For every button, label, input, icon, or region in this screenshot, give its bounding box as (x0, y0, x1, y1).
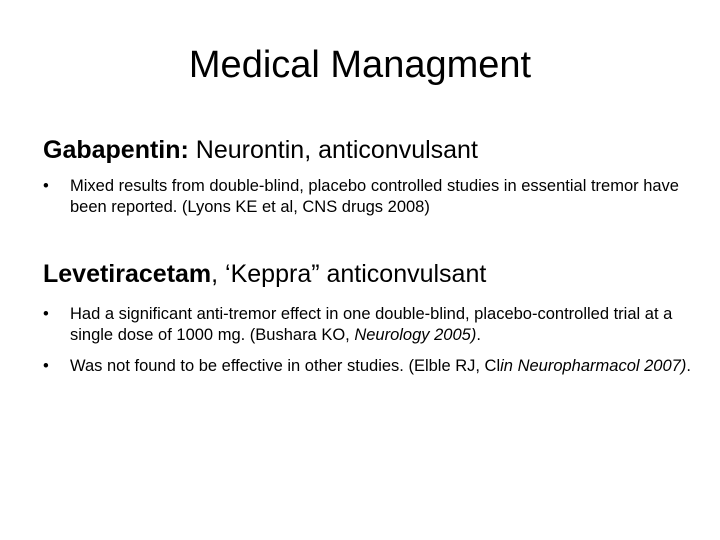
drug-name: Levetiracetam (43, 260, 212, 288)
bullet-tail: . (686, 357, 691, 375)
bullet-text: Mixed results from double-blind, placebo controlled studies in essential tremor have been reported. (Lyons KE et al, CNS drugs 2008) (70, 177, 679, 216)
drug-description: Neurontin, anticonvulsant (188, 136, 478, 164)
citation-journal: in Neuropharmacol 2007) (500, 357, 687, 375)
bullet-text: Had a significant anti-tremor effect in one double-blind, placebo-controlled trial at a single dose of 1000 mg. (Bushara KO, (70, 305, 673, 344)
drug-description: , ‘Keppra” anticonvulsant (211, 260, 487, 288)
bullet-item (43, 356, 693, 377)
bullet-icon: • (43, 357, 49, 375)
bullet-icon: • (43, 305, 49, 323)
bullet-text: Was not found to be effective in other studies. (Elble RJ, Cl (70, 357, 501, 375)
drug-name: Gabapentin: (43, 136, 189, 164)
bullet-item (43, 304, 693, 346)
bullet-item (43, 176, 693, 218)
bullet-icon: • (43, 177, 49, 195)
bullet-tail: . (476, 326, 481, 344)
slide-title: Medical Managment (188, 44, 532, 86)
section-heading-gabapentin (43, 136, 478, 165)
citation-journal: Neurology 2005) (354, 326, 477, 344)
section-heading-levetiracetam (43, 260, 486, 289)
